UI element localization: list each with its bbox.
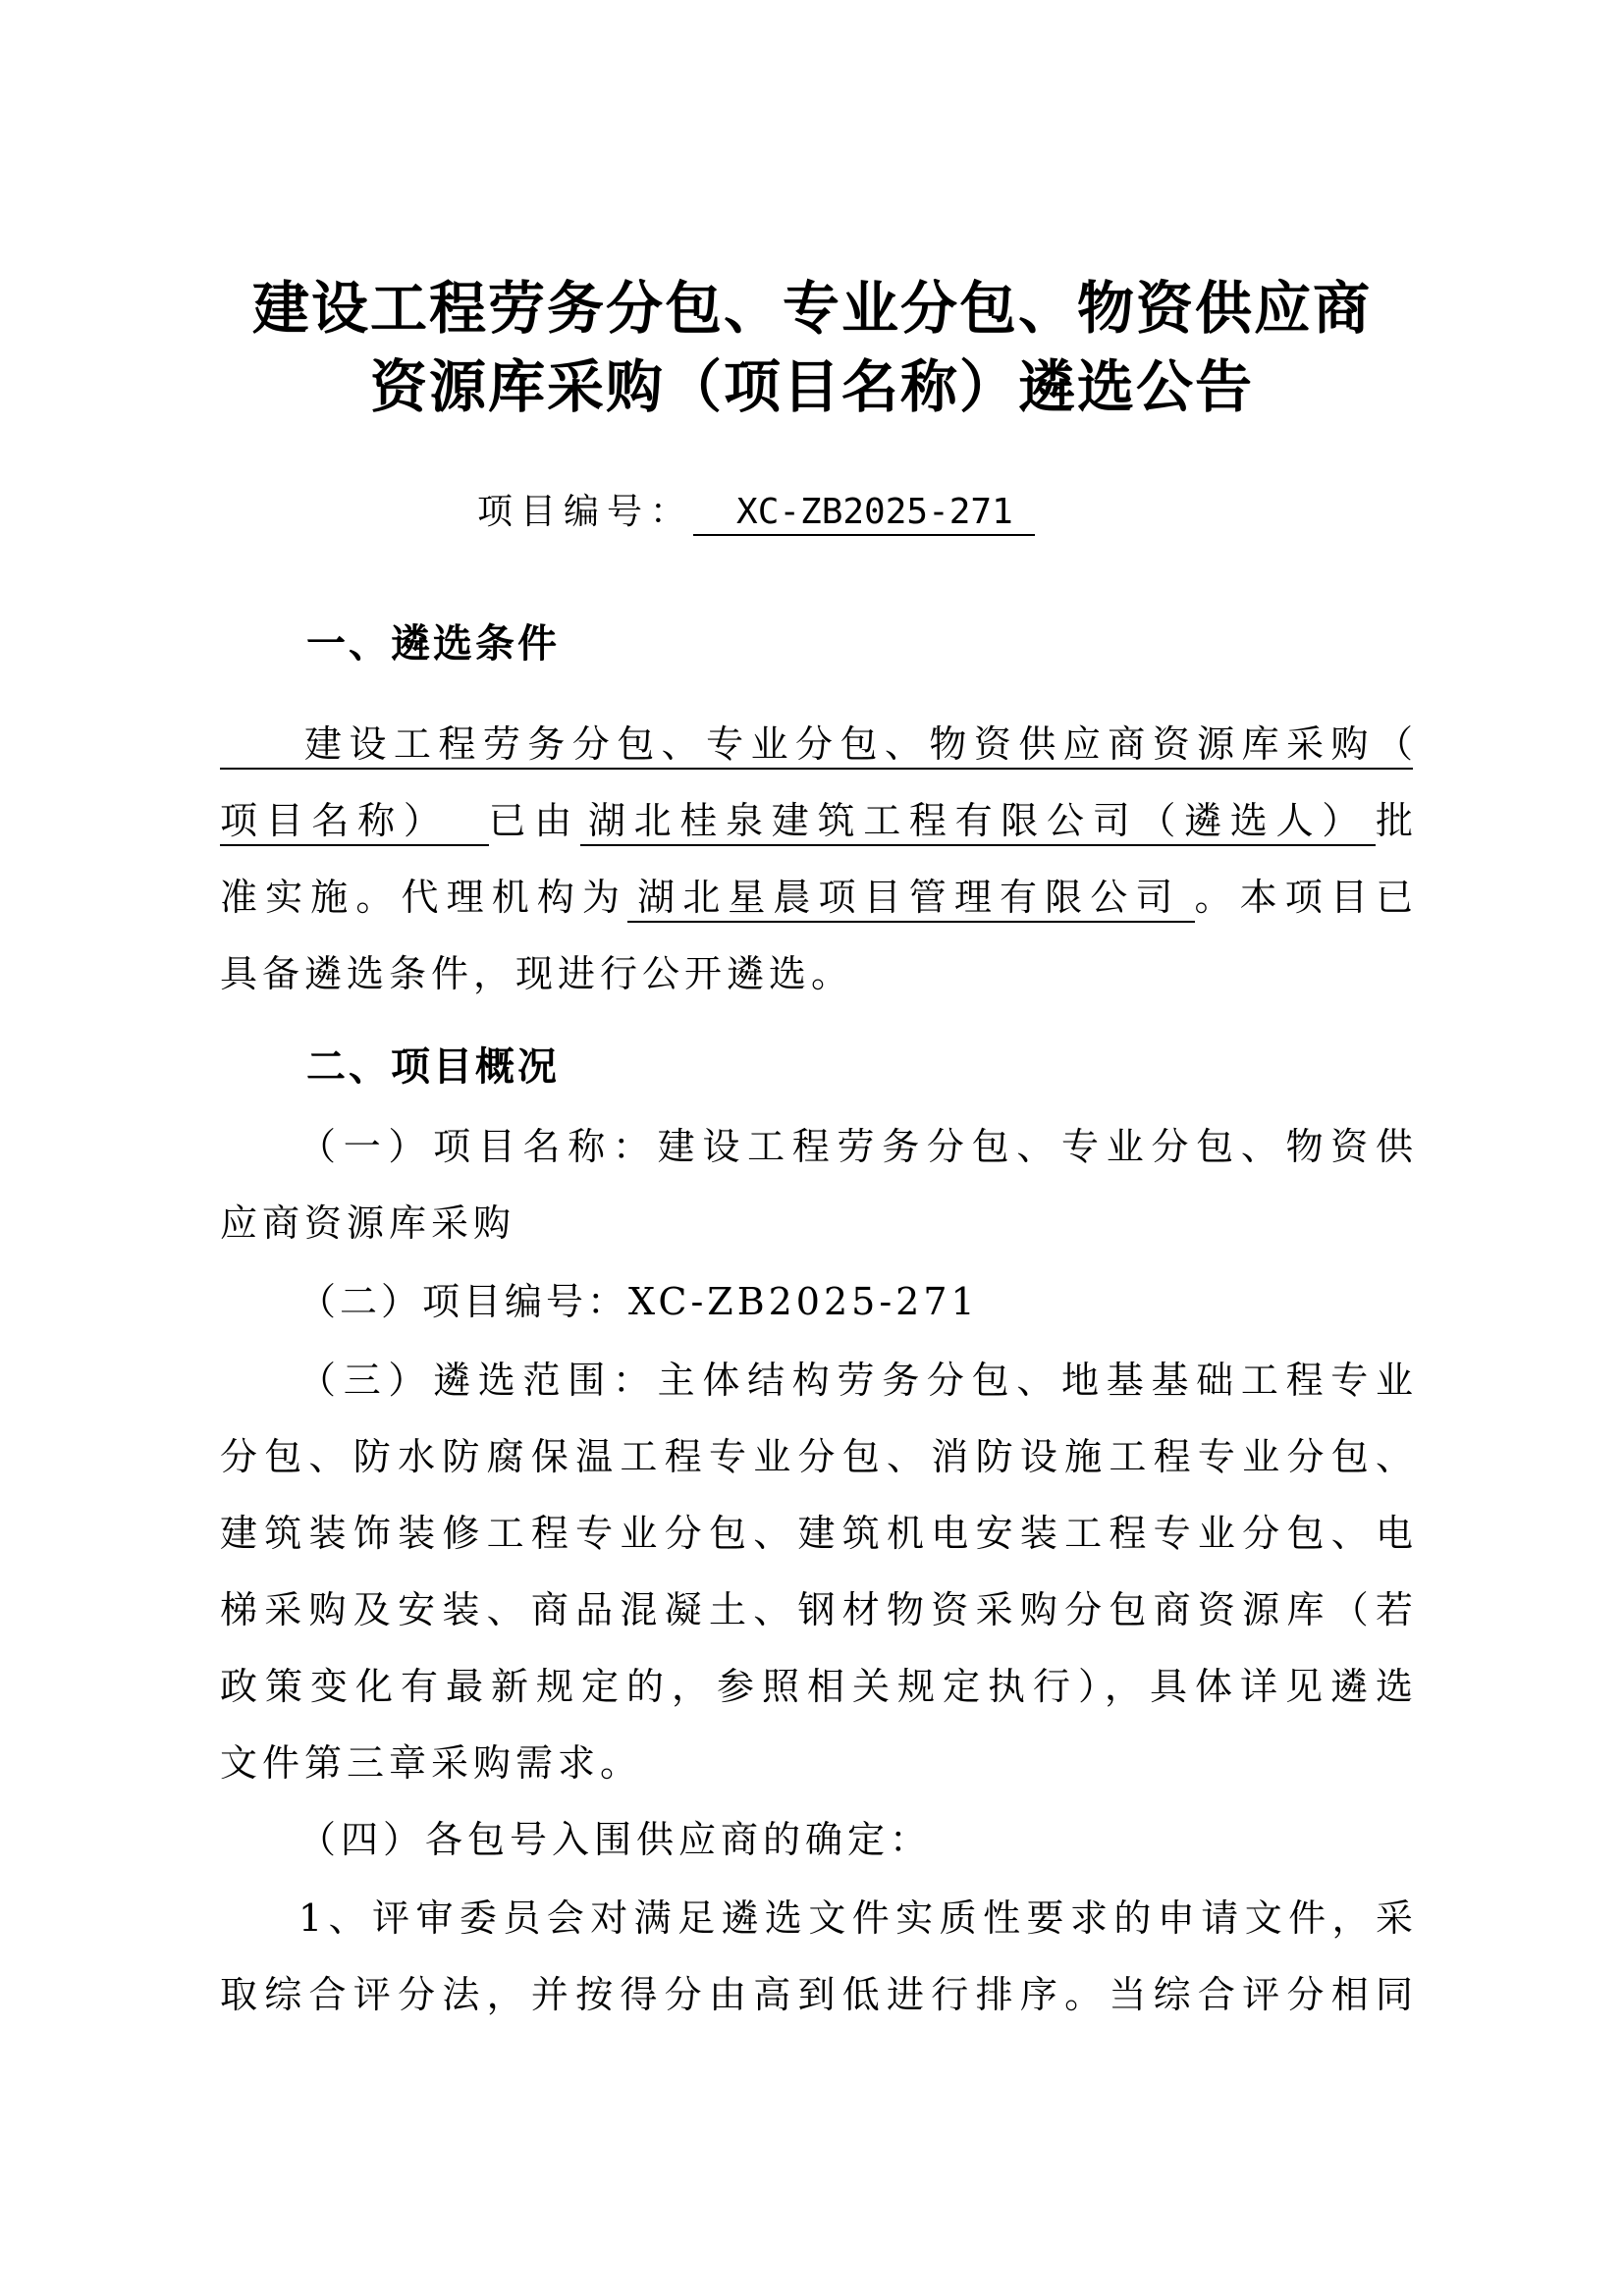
agency-company-underlined: 湖北星晨项目管理有限公司 bbox=[627, 876, 1194, 923]
text-approve: 批 bbox=[1375, 799, 1413, 842]
item-3-line-1: （三）遴选范围：主体结构劳务分包、地基基础工程专业 bbox=[298, 1359, 1413, 1402]
item-2: （二）项目编号：XC-ZB2025-271 bbox=[298, 1280, 979, 1323]
section-2-heading: 二、项目概况 bbox=[306, 1044, 560, 1090]
section-1-paragraph-line-4: 具备遴选条件，现进行公开遴选。 bbox=[220, 952, 854, 995]
project-number bbox=[477, 487, 1035, 538]
selector-company-underlined: 湖北桂泉建筑工程有限公司（遴选人） bbox=[580, 799, 1376, 846]
text-agency-is: 准实施。代理机构为 bbox=[220, 876, 628, 919]
section-1-paragraph-line-2 bbox=[220, 793, 1413, 848]
item-3-line-5: 政策变化有最新规定的，参照相关规定执行），具体详见遴选 bbox=[220, 1665, 1413, 1708]
text-project-ready: 。本项目已 bbox=[1194, 876, 1413, 919]
project-name-underlined-end: 项目名称） bbox=[220, 799, 489, 846]
section-1-paragraph-line-3 bbox=[220, 870, 1413, 925]
text-already-by: 已由 bbox=[488, 799, 580, 842]
item-4-heading: （四）各包号入围供应商的确定： bbox=[298, 1818, 933, 1861]
item-1-line-2: 应商资源库采购 bbox=[220, 1201, 516, 1245]
document-title-line-2: 资源库采购（项目名称）遴选公告 bbox=[369, 353, 1254, 420]
project-number-label: 项目编号： bbox=[477, 492, 694, 532]
item-3-line-2: 分包、防水防腐保温工程专业分包、消防设施工程专业分包、 bbox=[220, 1435, 1413, 1478]
item-1-line-1: （一）项目名称：建设工程劳务分包、专业分包、物资供 bbox=[298, 1125, 1413, 1168]
item-4-paragraph-line-2: 取综合评分法，并按得分由高到低进行排序。当综合评分相同 bbox=[220, 1973, 1413, 2016]
item-3-line-3: 建筑装饰装修工程专业分包、建筑机电安装工程专业分包、电 bbox=[220, 1512, 1413, 1555]
item-4-paragraph-line-1: 1、评审委员会对满足遴选文件实质性要求的申请文件，采 bbox=[298, 1896, 1413, 1940]
project-name-underlined: 建设工程劳务分包、专业分包、物资供应商资源库采购（ bbox=[220, 722, 1413, 770]
item-3-line-4: 梯采购及安装、商品混凝土、钢材物资采购分包商资源库（若 bbox=[220, 1588, 1413, 1631]
project-number-value: XC-ZB2025-271 bbox=[693, 491, 1035, 536]
item-3-line-6: 文件第三章采购需求。 bbox=[220, 1741, 643, 1785]
section-1-heading: 一、遴选条件 bbox=[306, 621, 560, 667]
section-1-paragraph-line-1 bbox=[220, 717, 1413, 772]
document-title-line-1: 建设工程劳务分包、专业分包、物资供应商 bbox=[251, 275, 1372, 342]
